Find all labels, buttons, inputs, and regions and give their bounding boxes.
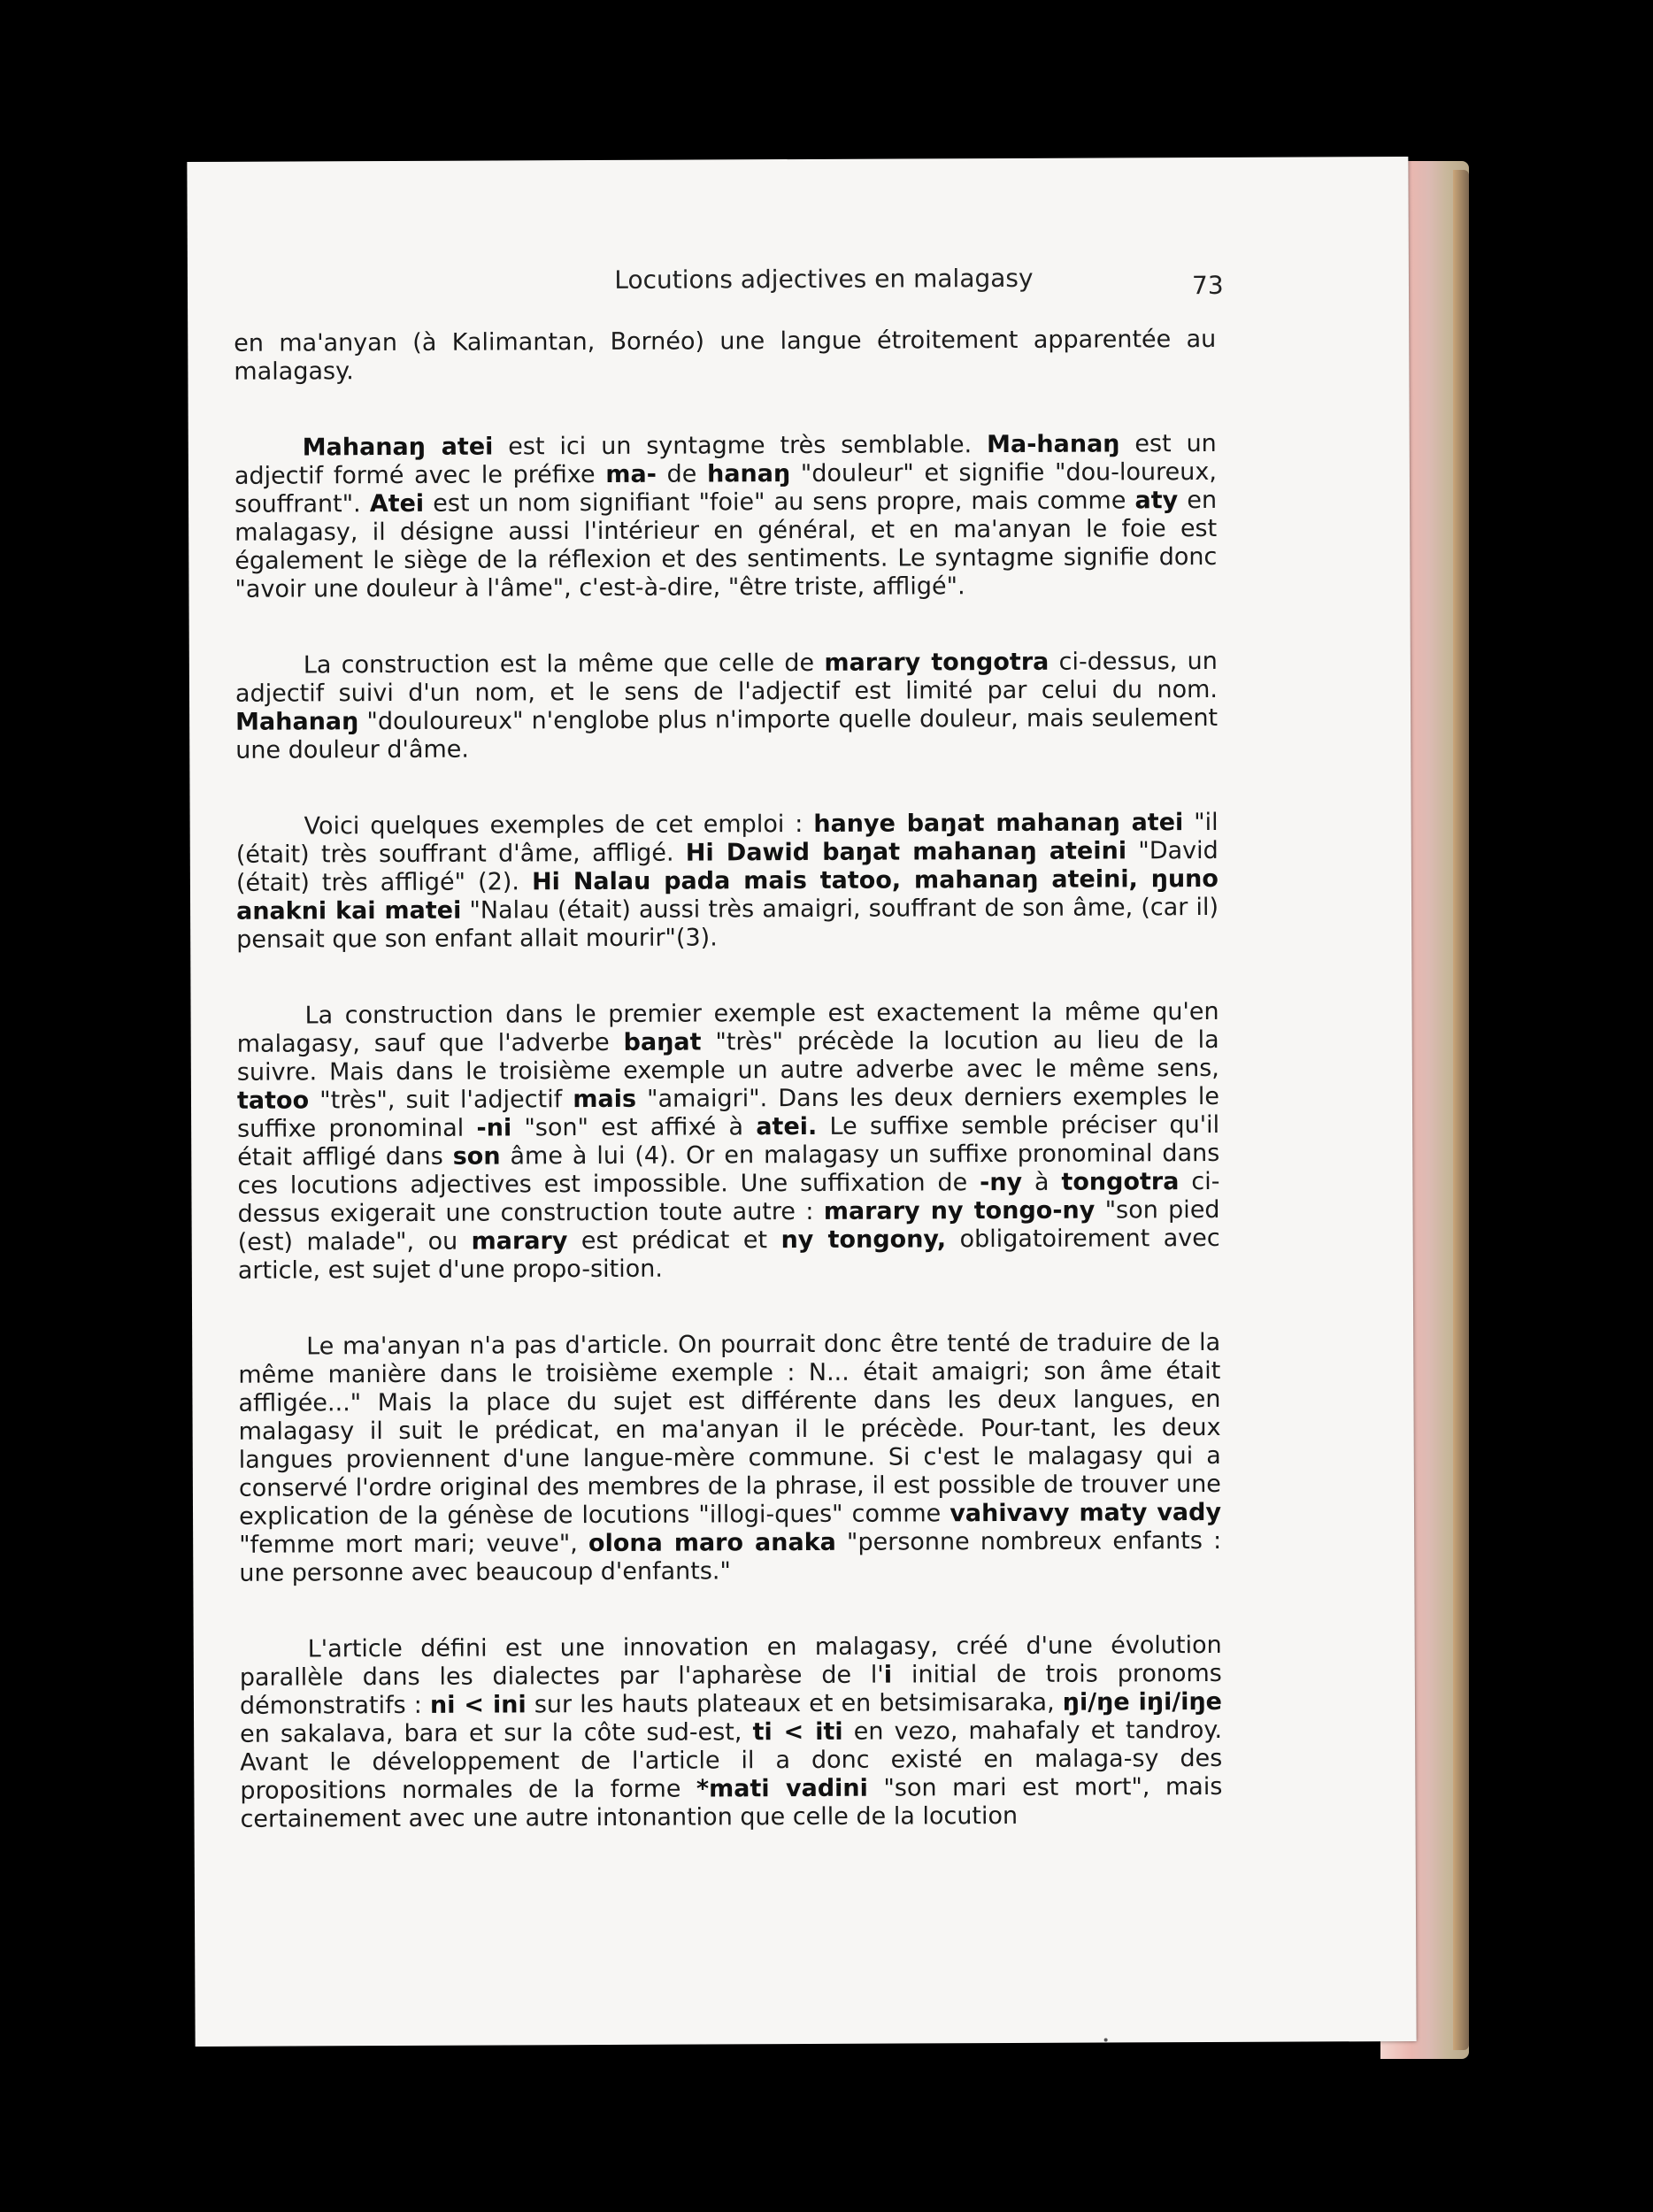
bold-term: Mahanaŋ bbox=[235, 708, 359, 736]
text-run: "il (était) très souffrant d'âme, affligé. bbox=[235, 808, 1219, 869]
bold-term: ni < ini bbox=[429, 1691, 527, 1719]
paragraph bbox=[238, 1329, 1221, 1588]
bold-term: *mati vadini bbox=[696, 1774, 868, 1803]
bold-term: Ma-hanaŋ bbox=[987, 430, 1120, 459]
bold-term: marary bbox=[471, 1227, 568, 1256]
text-run: "douloureux" n'englobe plus n'importe quelle douleur, mais seulement une douleur d'âme. bbox=[235, 703, 1219, 764]
text-run: Le ma'anyan n'a pas d'article. On pourrait donc être tenté de traduire de la même manière dans le troisième exemple : N... était amaigri; son âme était affligée..." Mais la place du sujet est différente dans les deux langues, en malagasy il suit le prédicat, en ma'anyan il le précède. Pour-tant, les deux langues proviennent d'une langue-mère commune. Si c'est le malagasy qui a conservé l'ordre original des membres de la phrase, il est possible de trouver une explication de la génèse de locutions "illogi-ques" comme bbox=[238, 1328, 1221, 1531]
text-run: en ma'anyan (à Kalimantan, Bornéo) une langue étroitement apparentée au malagasy. bbox=[234, 325, 1217, 386]
text-run: en sakalava, bara et sur la côte sud-est, bbox=[240, 1718, 753, 1748]
bold-term: son bbox=[452, 1142, 501, 1171]
paragraph bbox=[240, 1632, 1223, 1834]
bold-term: hanaŋ bbox=[706, 460, 791, 488]
text-run: L'article défini est une innovation en malagasy, créé d'une évolution parallèle dans les dialectes par l'apharèse de l' bbox=[239, 1631, 1222, 1692]
bold-term: marary tongotra bbox=[824, 648, 1049, 677]
text-run: "très" précède la locution au lieu de la suivre. Mais dans le troisième exemple un autre adverbe avec le même sens, bbox=[236, 1025, 1219, 1087]
text-run: La construction dans le premier exemple est exactement la même qu'en malagasy, sauf que l'adverbe bbox=[236, 997, 1219, 1058]
bold-term: baŋat bbox=[623, 1028, 702, 1056]
text-run: ci-dessus exigerait une construction toute autre : bbox=[237, 1167, 1220, 1228]
bold-term: Mahanaŋ atei bbox=[302, 433, 494, 462]
text-run: âme à lui (4). Or en malagasy un suffixe pronominal dans ces locutions adjectives est impossible. Une suffixation de bbox=[237, 1139, 1220, 1200]
bold-term: hanye baŋat mahanaŋ atei bbox=[813, 809, 1184, 838]
body-text bbox=[234, 326, 1223, 1882]
text-run: "son mari est mort", mais certainement avec une autre intonantion que celle de la locution bbox=[240, 1772, 1223, 1833]
text-run: Le suffixe semble préciser qu'il était affligé dans bbox=[237, 1110, 1220, 1171]
paragraph bbox=[235, 648, 1219, 765]
paragraph bbox=[234, 326, 1216, 387]
bold-term: -ni bbox=[476, 1114, 512, 1142]
running-header: Locutions adjectives en malagasy bbox=[614, 263, 1034, 295]
bold-term: olona maro anaka bbox=[588, 1528, 836, 1558]
text-run: "personne nombreux enfants : une personne avec beaucoup d'enfants." bbox=[239, 1526, 1222, 1587]
paragraph bbox=[237, 998, 1220, 1286]
bold-term: Hi Nalau pada mais tatoo, mahanaŋ ateini, ŋuno anakni kai matei bbox=[235, 864, 1219, 926]
text-run: La construction est la même que celle de bbox=[303, 649, 825, 680]
book-page bbox=[187, 157, 1416, 2047]
bold-term: vahivavy maty vady bbox=[950, 1498, 1222, 1528]
text-run: "David (était) très affligé" (2). bbox=[235, 836, 1219, 897]
text-run: obligatoirement avec article, est sujet d'une propo-sition. bbox=[237, 1224, 1220, 1285]
text-run: Voici quelques exemples de cet emploi : bbox=[304, 810, 814, 841]
text-run: "Nalau (était) aussi très amaigri, souffrant de son âme, (car il) pensait que son enfant allait mourir"(3). bbox=[236, 893, 1219, 954]
text-run: en vezo, mahafaly et tandroy. Avant le développement de l'article il a donc existé en malaga-sy des propositions normales de la forme bbox=[240, 1716, 1223, 1805]
bold-term: atei. bbox=[756, 1112, 818, 1141]
bold-term: Hi Dawid baŋat mahanaŋ ateini bbox=[685, 837, 1127, 867]
bold-term: ŋi/ŋe iŋi/iŋe bbox=[1062, 1687, 1223, 1717]
text-run: de bbox=[656, 460, 708, 488]
paragraph bbox=[236, 809, 1219, 955]
paragraph bbox=[234, 430, 1218, 604]
text-run: sur les hauts plateaux et en betsimisaraka, bbox=[526, 1688, 1063, 1719]
text-run: initial de trois pronoms démonstratifs : bbox=[239, 1659, 1222, 1720]
bold-term: aty bbox=[1134, 487, 1179, 515]
text-run: en malagasy, il désigne aussi l'intérieur en général, et en ma'anyan le foie est également le siège de la réflexion et des sentiments. Le syntagme signifie donc "avoir une douleur à l'âme", c'est-à-dire, "être triste, affligé". bbox=[234, 486, 1218, 603]
text-run: "femme mort mari; veuve", bbox=[239, 1530, 589, 1559]
text-run: "très", suit l'adjectif bbox=[309, 1086, 573, 1115]
bold-term: i bbox=[883, 1661, 893, 1689]
bold-term: -ny bbox=[980, 1168, 1023, 1197]
text-run: est un nom signifiant "foie" au sens propre, mais comme bbox=[424, 487, 1135, 518]
page-number: 73 bbox=[1191, 270, 1224, 301]
bold-term: mais bbox=[573, 1085, 637, 1114]
speck bbox=[1104, 2039, 1108, 2042]
text-run: ci-dessus, un adjectif suivi d'un nom, et le sens de l'adjectif est limité par celui du nom. bbox=[234, 647, 1219, 708]
bold-term: tongotra bbox=[1061, 1168, 1180, 1196]
bold-term: marary ny tongo-ny bbox=[823, 1196, 1096, 1225]
bold-term: Atei bbox=[369, 489, 425, 518]
text-run: à bbox=[1022, 1168, 1062, 1196]
text-run: est ici un syntagme très semblable. bbox=[493, 431, 988, 461]
bold-term: ny tongony, bbox=[780, 1225, 947, 1255]
text-run: est prédicat et bbox=[567, 1226, 781, 1256]
bold-term: tatoo bbox=[236, 1087, 310, 1115]
text-run: "son" est affixé à bbox=[511, 1113, 757, 1142]
bold-term: ma- bbox=[605, 460, 657, 488]
text-run: est un adjectif formé avec le préfixe bbox=[234, 429, 1217, 490]
text-run: "douleur" et signifie "dou-loureux, souffrant". bbox=[234, 457, 1217, 518]
text-run: "son pied (est) malade", ou bbox=[237, 1195, 1220, 1256]
bold-term: ti < iti bbox=[752, 1717, 843, 1747]
text-run: "amaigri". Dans les deux derniers exemples le suffixe pronominal bbox=[237, 1082, 1220, 1143]
